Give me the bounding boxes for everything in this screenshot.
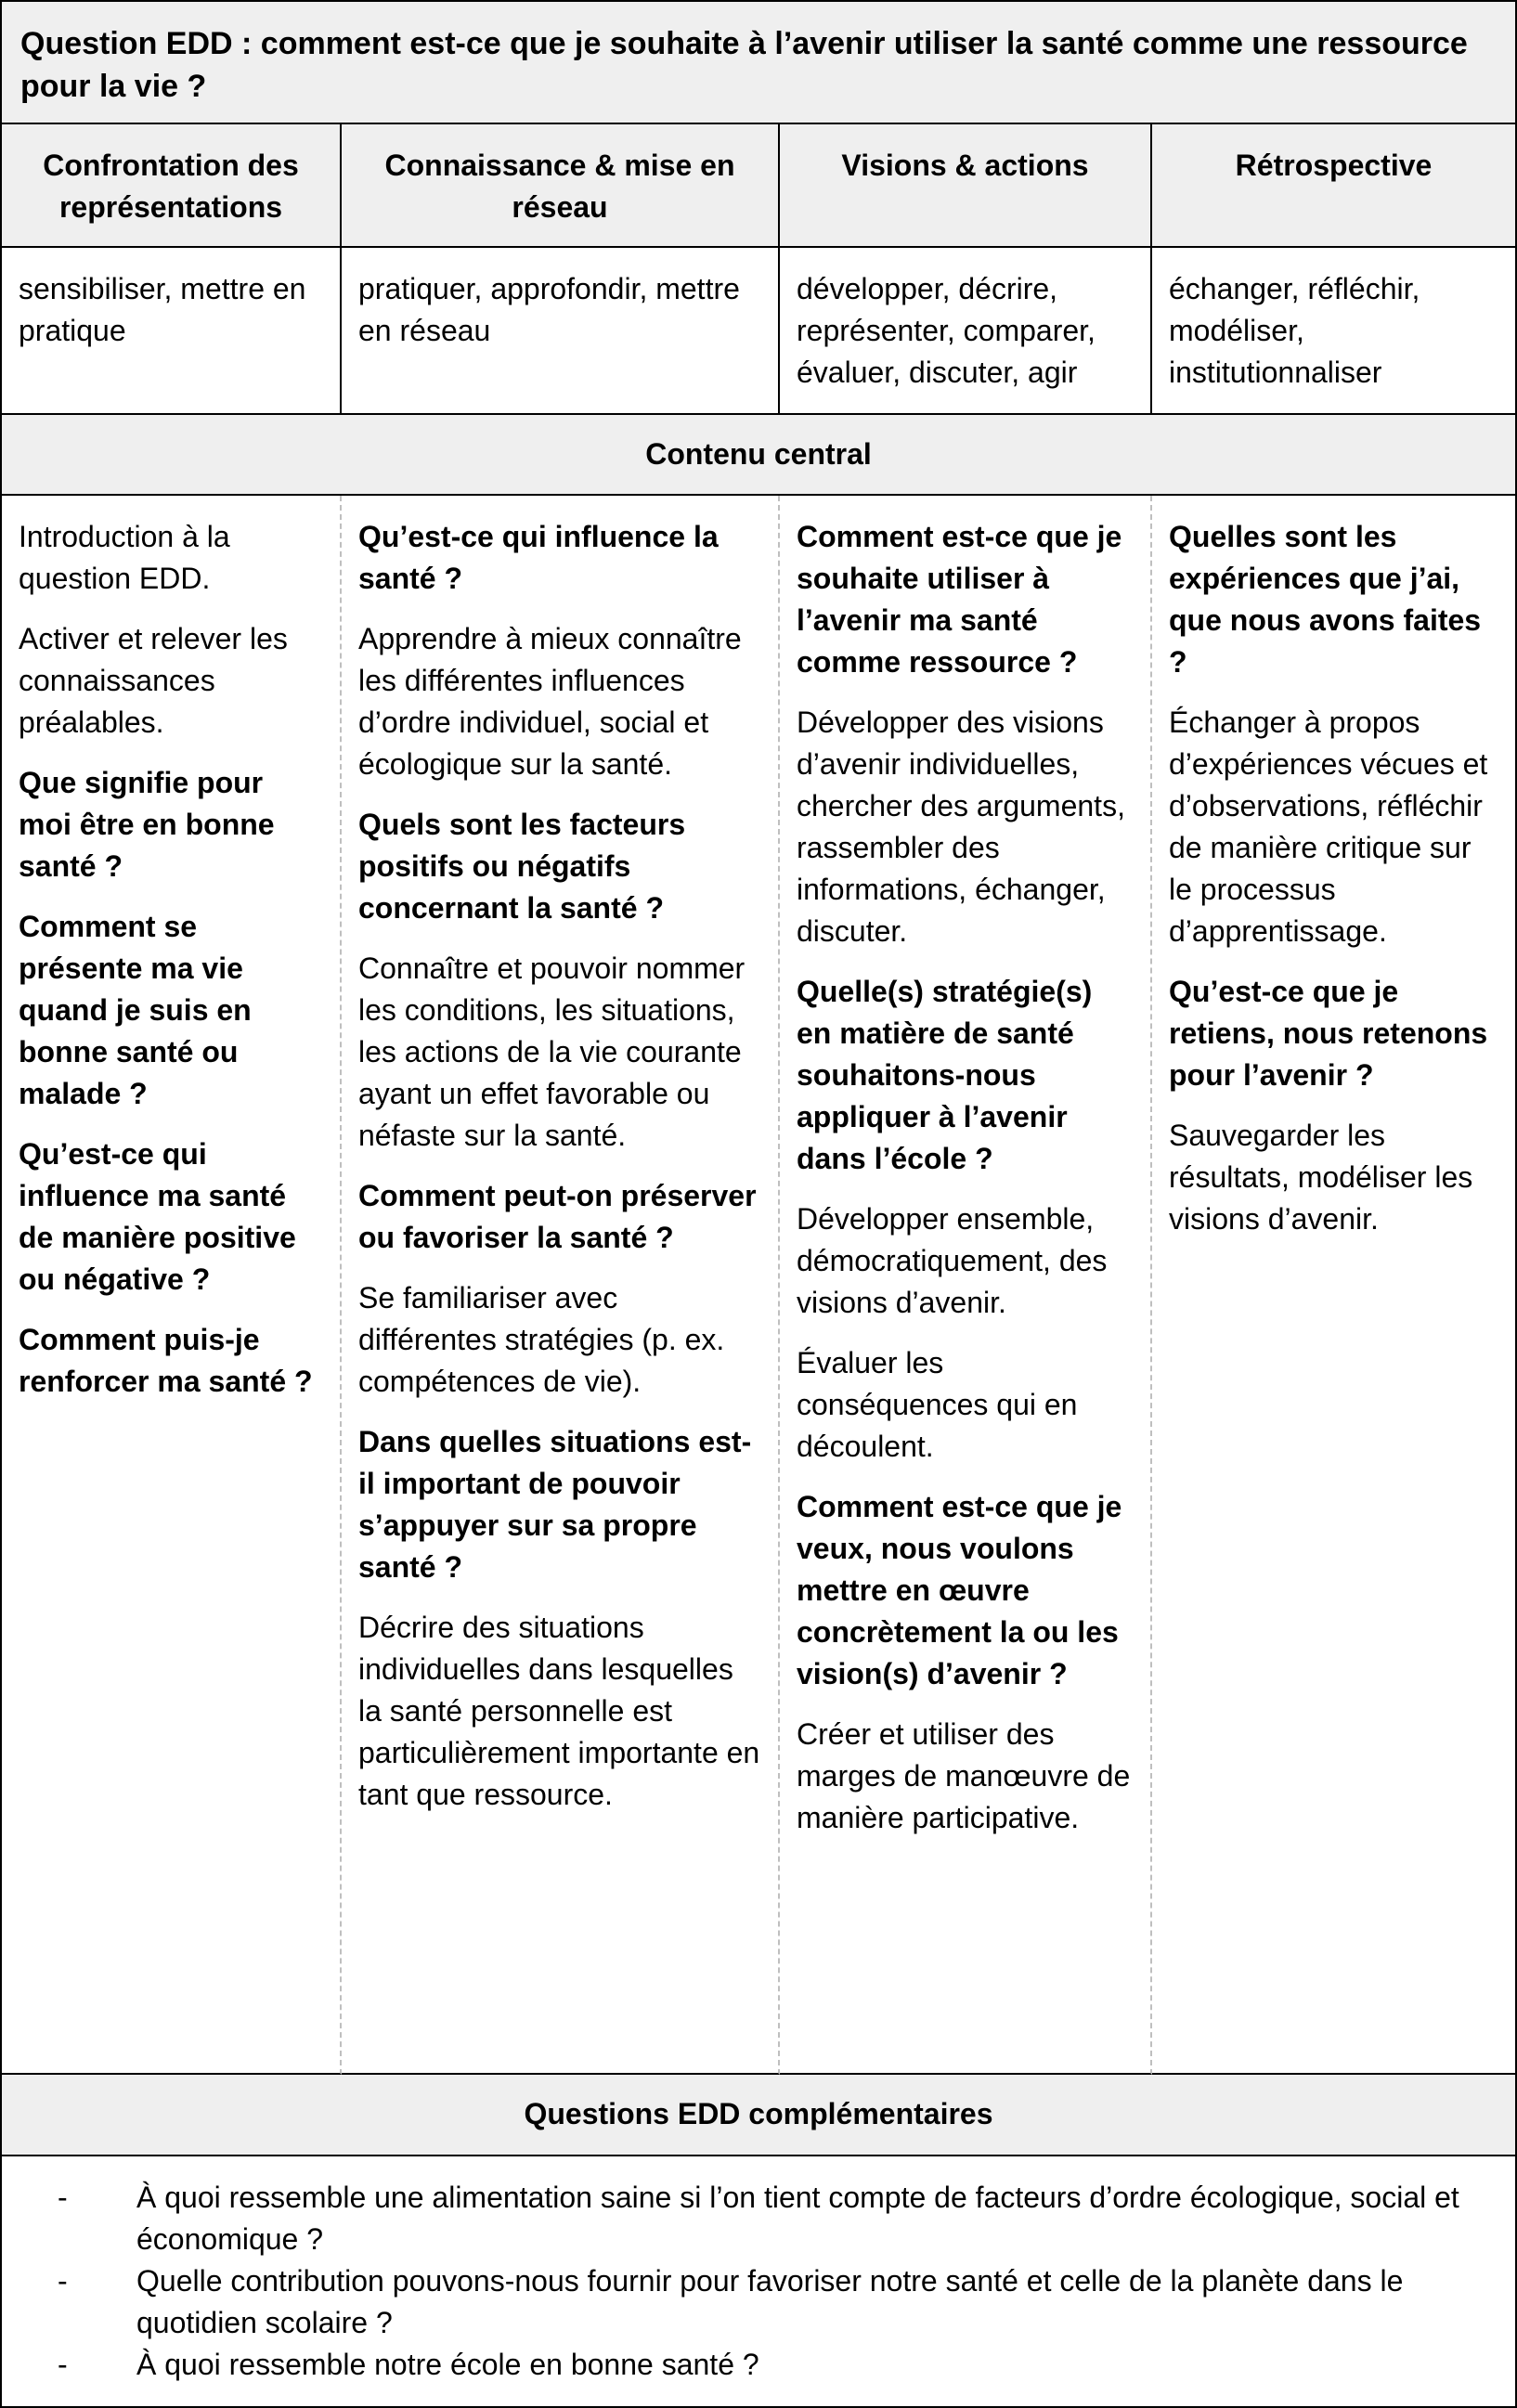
- list-item-text: Quelle contribution pouvons-nous fournir pour favoriser notre santé et celle de la planète dans le quotidien scolaire ?: [136, 2264, 1404, 2339]
- description-text: Sauvegarder les résultats, modéliser les visions d’avenir.: [1169, 1119, 1473, 1236]
- list-item-text: À quoi ressemble notre école en bonne santé ?: [136, 2348, 759, 2381]
- description-text: Évaluer les conséquences qui en découlent.: [797, 1346, 1078, 1463]
- complementary-heading: Questions EDD complémentaires: [524, 2097, 993, 2130]
- title-row: [0, 0, 1517, 124]
- guiding-question: Comment peut-on préserver ou favoriser la santé ?: [358, 1179, 757, 1254]
- description-text: Échanger à propos d’expériences vécues et d’observations, réfléchir de manière critique sur le processus d’apprentissage.: [1169, 706, 1488, 948]
- central-content-heading-row: [0, 415, 1517, 496]
- description-text: Activer et relever les connaissances préalables.: [19, 622, 288, 739]
- guiding-question: Dans quelles situations est-il important de pouvoir s’appuyer sur sa propre santé ?: [358, 1425, 752, 1584]
- phase-header: Rétrospective: [1152, 124, 1517, 248]
- description-text: Se familiariser avec différentes stratégies (p. ex. compétences de vie).: [358, 1281, 725, 1398]
- phase-header: Connaissance & mise en réseau: [342, 124, 780, 248]
- guiding-question: Qu’est-ce qui influence ma santé de manière positive ou négative ?: [19, 1137, 296, 1296]
- list-dash: -: [58, 2348, 68, 2381]
- content-column: [0, 496, 342, 2075]
- verbs-row: [0, 248, 1517, 415]
- central-content-heading: Contenu central: [645, 437, 872, 471]
- description-text: Connaître et pouvoir nommer les conditions, les situations, les actions de la vie courante ayant un effet favorable ou néfaste sur la santé.: [358, 952, 746, 1152]
- guiding-question: Comment puis-je renforcer ma santé ?: [19, 1323, 313, 1398]
- main-question: Question EDD : comment est-ce que je souhaite à l’avenir utiliser la santé comme une ressource pour la vie ?: [20, 26, 1468, 104]
- complementary-list: [0, 2156, 1517, 2408]
- list-dash: -: [58, 2264, 68, 2298]
- content-column: [342, 496, 780, 2075]
- list-item-text: À quoi ressemble une alimentation saine si l’on tient compte de facteurs d’ordre écologique, social et économique ?: [136, 2181, 1459, 2256]
- phase-verbs: pratiquer, approfondir, mettre en réseau: [342, 248, 780, 415]
- guiding-question: Quelle(s) stratégie(s) en matière de santé souhaitons-nous appliquer à l’avenir dans l’école ?: [797, 975, 1093, 1175]
- list-item: [58, 2260, 1478, 2344]
- description-text: Décrire des situations individuelles dans lesquelles la santé personnelle est particulièrement importante en tant que ressource.: [358, 1611, 760, 1811]
- description-text: Créer et utiliser des marges de manœuvre de manière participative.: [797, 1717, 1131, 1834]
- phase-header: Confrontation des représentations: [0, 124, 342, 248]
- description-text: Développer des visions d’avenir individuelles, chercher des arguments, rassembler des informations, échanger, discuter.: [797, 706, 1125, 948]
- guiding-question: Qu’est-ce qui influence la santé ?: [358, 520, 719, 595]
- guiding-question: Comment se présente ma vie quand je suis en bonne santé ou malade ?: [19, 910, 252, 1110]
- content-column: [1152, 496, 1517, 2075]
- description-text: Apprendre à mieux connaître les différentes influences d’ordre individuel, social et écologique sur la santé.: [358, 622, 742, 781]
- guiding-question: Comment est-ce que je souhaite utiliser à l’avenir ma santé comme ressource ?: [797, 520, 1122, 679]
- guiding-question: Que signifie pour moi être en bonne santé ?: [19, 766, 275, 883]
- central-content-row: [0, 496, 1517, 2075]
- description-text: Introduction à la question EDD.: [19, 520, 230, 595]
- phase-verbs: échanger, réfléchir, modéliser, institutionnaliser: [1152, 248, 1517, 415]
- phase-verbs: sensibiliser, mettre en pratique: [0, 248, 342, 415]
- guiding-question: Quelles sont les expériences que j’ai, que nous avons faites ?: [1169, 520, 1482, 679]
- description-text: Développer ensemble, démocratiquement, des visions d’avenir.: [797, 1202, 1108, 1319]
- list-dash: -: [58, 2181, 68, 2214]
- phase-verbs: développer, décrire, représenter, comparer, évaluer, discuter, agir: [780, 248, 1152, 415]
- guiding-question: Comment est-ce que je veux, nous voulons mettre en œuvre concrètement la ou les vision(s) d’avenir ?: [797, 1490, 1122, 1690]
- phase-header: Visions & actions: [780, 124, 1152, 248]
- content-column: [780, 496, 1152, 2075]
- guiding-question: Quels sont les facteurs positifs ou négatifs concernant la santé ?: [358, 808, 686, 925]
- list-item: [58, 2344, 1478, 2386]
- complementary-heading-row: [0, 2075, 1517, 2156]
- guiding-question: Qu’est-ce que je retiens, nous retenons pour l’avenir ?: [1169, 975, 1488, 1092]
- phases-row: [0, 124, 1517, 248]
- list-item: [58, 2177, 1478, 2260]
